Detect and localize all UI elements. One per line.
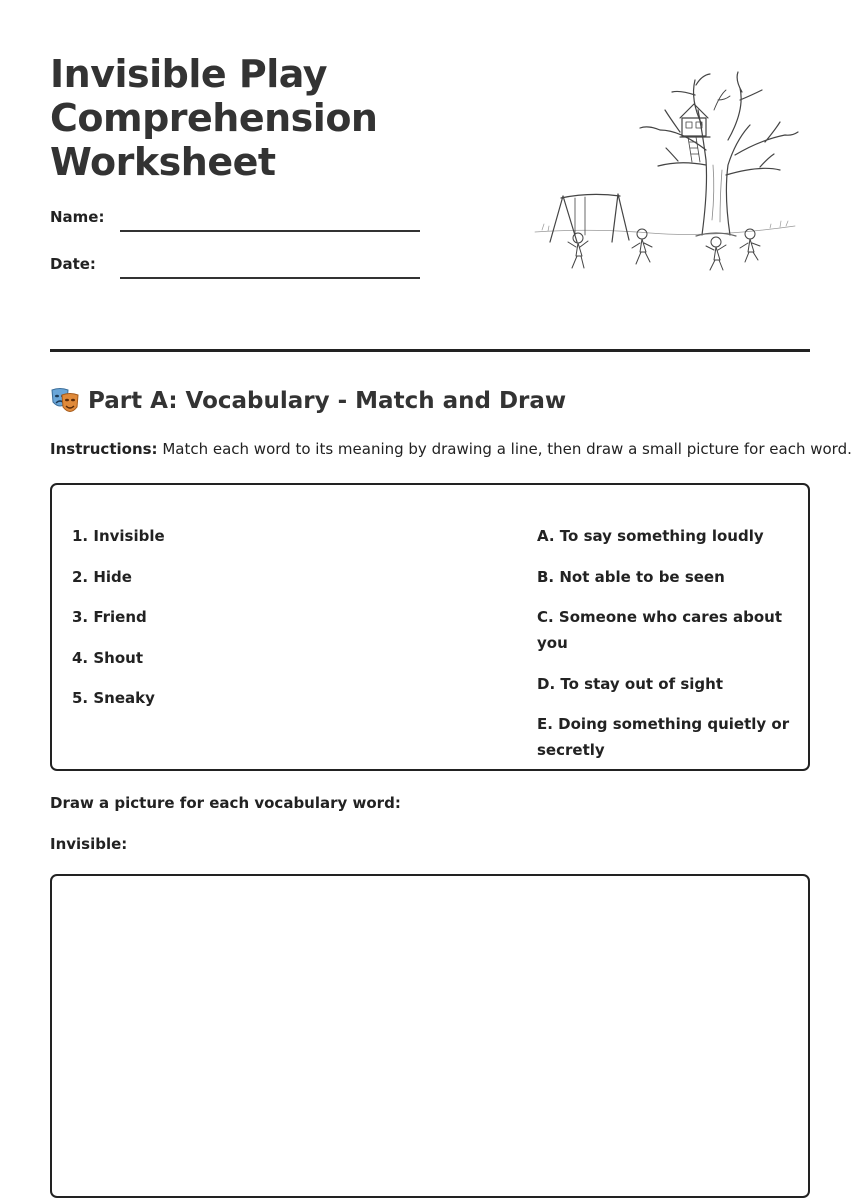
word-item[interactable]: 5. Sneaky: [72, 689, 155, 707]
matching-box: [50, 483, 810, 771]
meaning-column: [537, 523, 792, 778]
instructions: [50, 440, 852, 458]
word-item[interactable]: 3. Friend: [72, 608, 147, 626]
date-label: Date:: [50, 255, 96, 273]
meaning-item[interactable]: C. Someone who cares about you: [537, 608, 783, 652]
name-label: Name:: [50, 208, 105, 226]
meaning-item[interactable]: E. Doing something quietly or secretly: [537, 715, 790, 759]
drawing-area[interactable]: [50, 874, 810, 1198]
title-line-1: Invisible Play: [50, 52, 327, 96]
word-column: [72, 523, 165, 726]
meaning-item[interactable]: B. Not able to be seen: [537, 567, 725, 586]
name-field: [50, 208, 420, 238]
meaning-item[interactable]: D. To stay out of sight: [537, 674, 723, 693]
performing-arts-masks-icon: [50, 386, 80, 416]
date-line[interactable]: [120, 277, 420, 279]
word-item[interactable]: 1. Invisible: [72, 527, 165, 545]
treehouse-playground-illustration: [530, 70, 800, 280]
worksheet-header: [50, 0, 810, 352]
draw-word-label: Invisible:: [50, 835, 128, 853]
name-line[interactable]: [120, 230, 420, 232]
meaning-item[interactable]: A. To say something loudly: [537, 527, 764, 545]
date-field: [50, 255, 420, 285]
title-line-2: Comprehension: [50, 96, 378, 140]
part-a-title-text: Part A: Vocabulary - Match and Draw: [88, 388, 567, 414]
part-a-title: [50, 386, 566, 416]
word-item[interactable]: 2. Hide: [72, 567, 132, 586]
page-title: [50, 52, 377, 184]
worksheet-page: [50, 0, 852, 853]
header-divider: [50, 349, 810, 352]
word-item[interactable]: 4. Shout: [72, 648, 143, 667]
title-line-3: Worksheet: [50, 140, 276, 184]
instructions-label: Instructions:: [50, 440, 158, 458]
instructions-text: Match each word to its meaning by drawing a line, then draw a small picture for each word.: [157, 440, 852, 458]
draw-heading: Draw a picture for each vocabulary word:: [50, 794, 401, 812]
